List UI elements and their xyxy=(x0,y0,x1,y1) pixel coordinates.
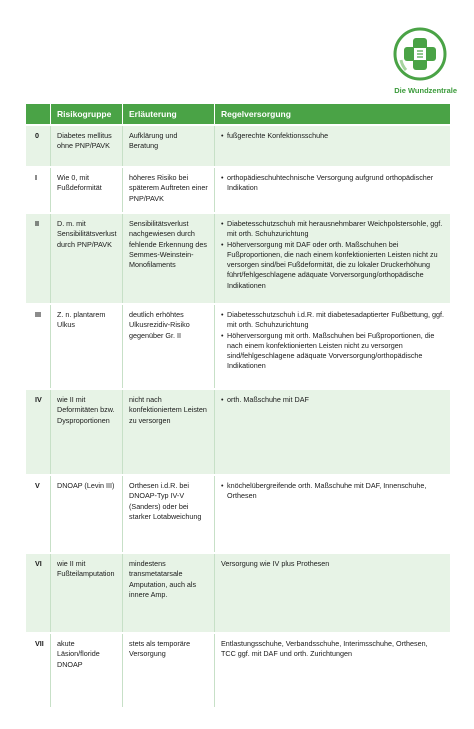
standard-care-item: • Diabetesschutzschuh mit herausnehmbarer Weichpolstersohle, ggf. mit orth. Schuhzurichtung xyxy=(221,219,444,240)
risk-group-number: IV xyxy=(35,395,42,404)
standard-care-cell xyxy=(214,554,450,632)
standard-care-item: • knöchelübergreifende orth. Maßschuhe mit DAF, Innenschuhe, Orthesen xyxy=(221,481,444,502)
standard-care-cell xyxy=(214,305,450,388)
risk-group-number: V xyxy=(35,481,40,490)
standard-care-item: • Diabetesschutzschuh i.d.R. mit diabetesadaptierter Fußbettung, ggf. mit orth. Schuhzurichtung xyxy=(221,310,444,331)
standard-care-cell xyxy=(214,390,450,474)
standard-care-list xyxy=(221,395,444,405)
table-header-row xyxy=(26,104,450,124)
risk-group-table xyxy=(26,104,450,707)
risk-group-number: VI xyxy=(35,559,42,568)
risk-group-description: wie II mit Fußteilamputation xyxy=(50,554,122,632)
standard-care-list xyxy=(221,559,444,569)
risk-group-explanation: nicht nach konfektioniertem Leisten zu versorgen xyxy=(122,390,214,474)
standard-care-list xyxy=(221,173,444,194)
risk-group-explanation: deutlich erhöhtes Ulkusrezidiv-Risiko gegenüber Gr. II xyxy=(122,305,214,388)
table-row xyxy=(26,390,450,474)
table-row xyxy=(26,214,450,303)
risk-group-number: III xyxy=(35,310,41,319)
table-row xyxy=(26,168,450,212)
risk-group-number: II xyxy=(35,219,39,228)
standard-care-item: Entlastungsschuhe, Verbandsschuhe, Interimsschuhe, Orthesen, TCC ggf. mit DAF und orth. Zurichtungen xyxy=(221,639,428,659)
risk-group-description: akute Läsion/floride DNOAP xyxy=(50,634,122,707)
standard-care-item: • Höherversorgung mit DAF oder orth. Maßschuhen bei Fußproportionen, die nach einem konfektionierten Leisten nicht zu versorgen sind/bei Fußdeformität, die zu lokaler Druckerhöhung führt/fehlgeschlagene adäquate Vorversorgung/orthopädische Indikationen xyxy=(221,240,444,291)
wundzentrale-logo-icon xyxy=(392,26,448,82)
table-row xyxy=(26,126,450,166)
standard-care-list xyxy=(221,219,444,291)
risk-group-description: Diabetes mellitus ohne PNP/PAVK xyxy=(50,126,122,166)
risk-group-description: DNOAP (Levin III) xyxy=(50,476,122,552)
table-row xyxy=(26,476,450,552)
standard-care-list xyxy=(221,481,444,502)
risk-group-number: I xyxy=(35,173,37,182)
risk-group-number: 0 xyxy=(35,131,39,140)
risk-group-description: Z. n. plantarem Ulkus xyxy=(50,305,122,388)
risk-group-description: D. m. mit Sensibilitätsverlust durch PNP/PAVK xyxy=(50,214,122,303)
risk-group-description: wie II mit Deformitäten bzw. Dysproportionen xyxy=(50,390,122,474)
table-row xyxy=(26,305,450,388)
table-row xyxy=(26,634,450,707)
risk-group-explanation: Sensibilitätsverlust nachgewiesen durch fehlende Erkennung des Semmes-Weinstein-Monofilaments xyxy=(122,214,214,303)
standard-care-list xyxy=(221,639,444,660)
standard-care-list xyxy=(221,310,444,372)
risk-group-explanation: Orthesen i.d.R. bei DNOAP-Typ IV-V (Sanders) oder bei starker Lotabweichung xyxy=(122,476,214,552)
standard-care-list xyxy=(221,131,444,141)
standard-care-item: • orthopädieschuhtechnische Versorgung aufgrund orthopädischer Indikation xyxy=(221,173,444,194)
standard-care-item: • orth. Maßschuhe mit DAF xyxy=(221,395,444,405)
standard-care-cell xyxy=(214,634,450,707)
standard-care-cell xyxy=(214,476,450,552)
risk-group-explanation: stets als temporäre Versorgung xyxy=(122,634,214,707)
standard-care-cell xyxy=(214,168,450,212)
header-regelversorgung: Regelversorgung xyxy=(214,104,450,124)
risk-group-explanation: mindestens transmetatarsale Amputation, auch als innere Amp. xyxy=(122,554,214,632)
standard-care-cell xyxy=(214,214,450,303)
risk-group-explanation: Aufklärung und Beratung xyxy=(122,126,214,166)
brand-name: Die Wundzentrale xyxy=(394,86,457,95)
header-risikogruppe: Risikogruppe xyxy=(50,104,122,124)
standard-care-item: • Höherversorgung mit orth. Maßschuhen bei Fußproportionen, die nach einem konfektionierten Leisten nicht zu versorgen sind/fehlgeschlagene adäquate Vorversorgung/orthopädische Indikationen xyxy=(221,331,444,372)
standard-care-cell xyxy=(214,126,450,166)
risk-group-number: VII xyxy=(35,639,44,648)
table-row xyxy=(26,554,450,632)
risk-group-description: Wie 0, mit Fußdeformität xyxy=(50,168,122,212)
standard-care-item: Versorgung wie IV plus Prothesen xyxy=(221,559,330,568)
risk-group-explanation: höheres Risiko bei späterem Auftreten einer PNP/PAVK xyxy=(122,168,214,212)
header-erlaeuterung: Erläuterung xyxy=(122,104,214,124)
header-group xyxy=(26,104,50,124)
standard-care-item: • fußgerechte Konfektionsschuhe xyxy=(221,131,444,141)
